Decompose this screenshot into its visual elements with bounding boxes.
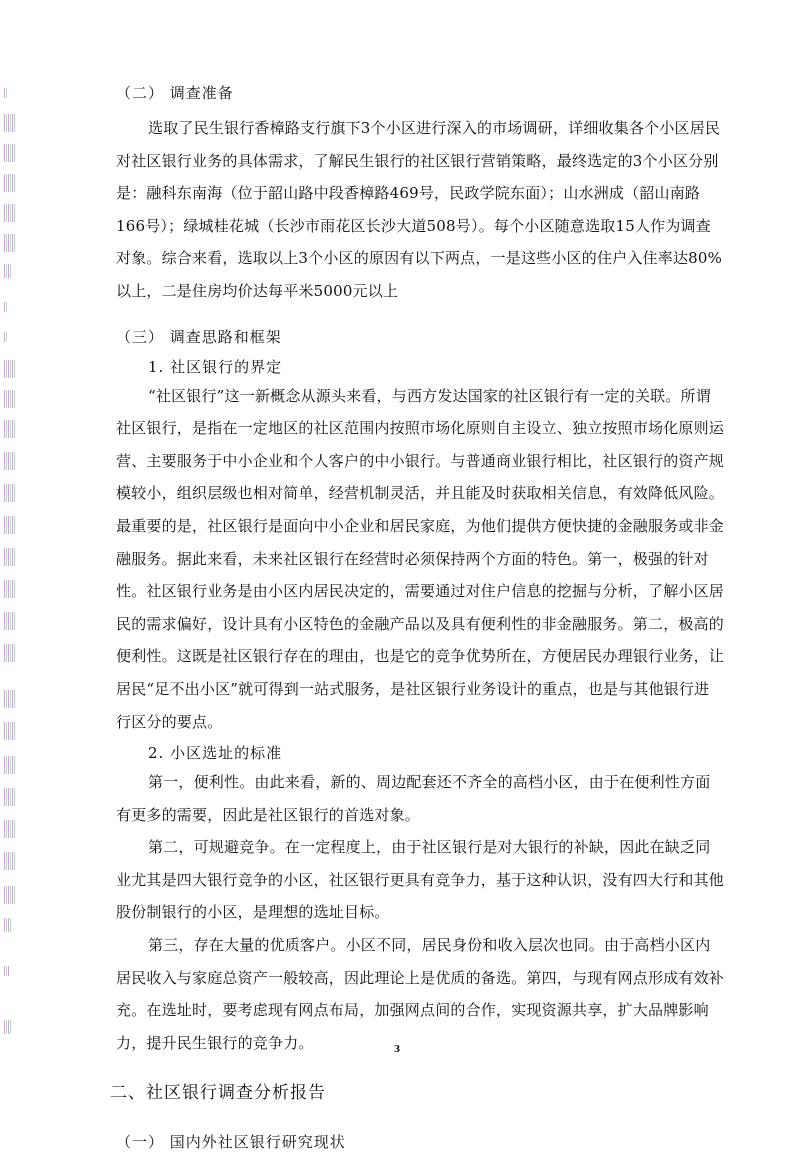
paragraph-avoid-competition: 第二，可规避竞争。在一定程度上，由于社区银行是对大银行的补缺，因此在缺乏同业尤其是四大银行竞争的小区，社区银行更具有竞争力，基于这种认识，没有四大行和其他股份制银行的小区，是理想的选址目标。	[116, 838, 725, 922]
margin-mark	[4, 820, 16, 838]
margin-mark	[4, 886, 16, 904]
margin-mark	[4, 756, 16, 774]
subheading-site-criteria: 2. 小区选址的标准	[148, 744, 283, 763]
paragraph-preparation: 选取了民生银行香樟路支行旗下3个小区进行深入的市场调研，详细收集各个小区居民对社区银行业务的具体需求，了解民生银行的社区银行营销策略，最终选定的3个小区分别是：融科东南海（位于韶山路中段香樟路469号，民政学院东面）；山水洲成（韶山南路166号）；绿城桂花城（长沙市雨花区长沙大道508号）。每个小区随意选取15人作为调查对象。综合来看，选取以上3个小区的原因有以下两点，一是这些小区的住户入住率达80%以上，二是住房均价达每平米5000元以上	[116, 119, 723, 300]
margin-mark	[4, 484, 16, 502]
section-heading-preparation: （二） 调查准备	[116, 84, 234, 102]
margin-mark	[4, 174, 16, 192]
margin-mark	[4, 612, 16, 630]
margin-mark	[4, 390, 16, 408]
margin-mark	[4, 332, 8, 342]
paragraph-definition: “社区银行”这一新概念从源头来看，与西方发达国家的社区银行有一定的关联。所谓社区银行，是指在一定地区的社区范围内按照市场化原则自主设立、独立按照市场化原则运营、主要服务于中小企业和个人客户的中小银行。与普通商业银行相比，社区银行的资产规模较小，组织层级也相对简单，经营机制灵活，并且能及时获取相关信息，有效降低风险。最重要的是，社区银行是面向中小企业和居民家庭，为他们提供方便快捷的金融服务或非金融服务。据此来看，未来社区银行在经营时必须保持两个方面的特色。第一，极强的针对性。社区银行业务是由小区内居民决定的，需要通过对住户信息的挖掘与分析，了解小区居民的需求偏好，设计具有小区特色的金融产品以及具有便利性的非金融服务。第二，极高的便利性。这既是社区银行存在的理由，也是它的竞争优势所在，方便居民办理银行业务，让居民“足不出小区”就可得到一站式服务，是社区银行业务设计的重点，也是与其他银行进行区分的要点。	[116, 386, 725, 731]
margin-mark	[4, 516, 16, 534]
margin-mark	[4, 234, 16, 252]
margin-mark	[4, 360, 16, 378]
margin-mark	[4, 852, 16, 870]
margin-mark	[4, 88, 8, 98]
margin-mark	[4, 144, 16, 162]
paragraph-convenience: 第一，便利性。由此来看，新的、周边配套还不齐全的高档小区，由于在便利性方面有更多的需要，因此是社区银行的首选对象。	[116, 773, 711, 824]
margin-mark	[4, 264, 12, 278]
margin-mark	[4, 644, 16, 662]
margin-mark	[4, 966, 9, 976]
margin-mark	[4, 918, 12, 932]
margin-mark	[4, 114, 16, 132]
major-section-heading: 二、社区银行调查分析报告	[110, 1083, 326, 1104]
margin-mark	[4, 204, 16, 222]
subheading-definition: 1. 社区银行的界定	[148, 357, 283, 376]
left-margin-artifacts	[0, 80, 22, 1060]
margin-mark	[4, 690, 16, 708]
margin-mark	[4, 548, 16, 566]
subsection-heading-research-status: （一） 国内外社区银行研究现状	[116, 1133, 346, 1152]
margin-mark	[4, 580, 16, 598]
margin-mark	[4, 1020, 12, 1034]
document-body	[110, 80, 725, 1155]
margin-mark	[4, 420, 16, 438]
margin-mark	[4, 788, 16, 806]
margin-mark	[4, 452, 16, 470]
page-number: 3	[393, 1045, 401, 1055]
margin-mark	[4, 722, 16, 740]
section-heading-framework: （三） 调查思路和框架	[116, 327, 282, 346]
margin-mark	[4, 302, 8, 312]
paragraph-quality-customers: 第三，存在大量的优质客户。小区不同，居民身份和收入层次也同。由于高档小区内居民收入与家庭总资产一般较高，因此理论上是优质的备选。第四，与现有网点形成有效补充。在选址时，要考虑现有网点布局，加强网点间的合作，实现资源共享，扩大品牌影响力，提升民生银行的竞争力。	[116, 936, 725, 1052]
